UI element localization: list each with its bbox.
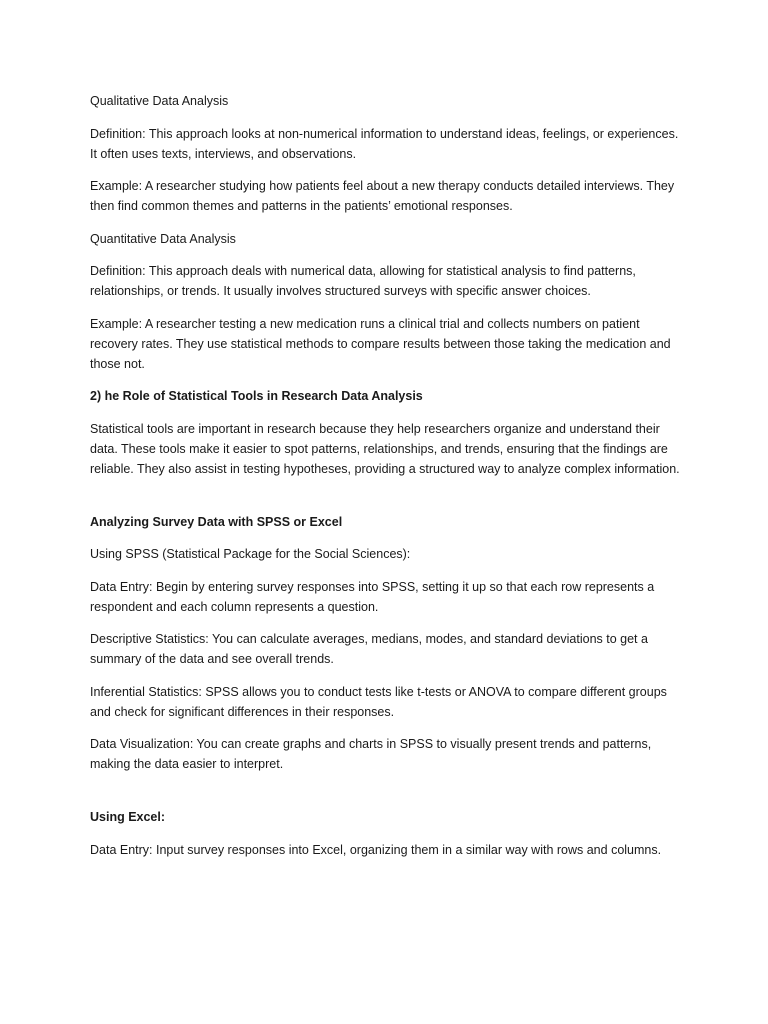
excel-heading: Using Excel: bbox=[90, 810, 166, 824]
spss-descriptive-statistics: Descriptive Statistics: You can calculate averages, medians, modes, and standard deviations to get a summary of the data and see overall trends. bbox=[90, 632, 648, 666]
survey-analysis-heading: Analyzing Survey Data with SPSS or Excel bbox=[90, 514, 343, 529]
statistical-tools-paragraph: Statistical tools are important in research because they help researchers organize and understand their data. These tools make it easier to spot patterns, relationships, and trends, ensuring that the findings are reliable. They also assist in testing hypotheses, providing a structured way to analyze complex information. bbox=[90, 421, 680, 476]
qualitative-example: Example: A researcher studying how patients feel about a new therapy conducts detailed interviews. They then find common themes and patterns in the patients’ emotional responses. bbox=[90, 179, 675, 213]
spss-inferential-statistics: Inferential Statistics: SPSS allows you to conduct tests like t-tests or ANOVA to compare different groups and check for significant differences in their responses. bbox=[90, 684, 667, 719]
excel-data-entry: Data Entry: Input survey responses into Excel, organizing them in a similar way with rows and columns. bbox=[90, 842, 662, 857]
qualitative-heading: Qualitative Data Analysis bbox=[90, 94, 229, 108]
quantitative-example: Example: A researcher testing a new medication runs a clinical trial and collects numbers on patient recovery rates. They use statistical methods to compare results between those taking the medication and those not. bbox=[90, 316, 671, 371]
document-body bbox=[90, 91, 682, 872]
quantitative-definition: Definition: This approach deals with numerical data, allowing for statistical analysis to find patterns, relationships, or trends. It usually involves structured surveys with specific answer choices. bbox=[90, 264, 636, 298]
spss-intro: Using SPSS (Statistical Package for the Social Sciences): bbox=[90, 547, 411, 561]
statistical-tools-heading: 2) he Role of Statistical Tools in Research Data Analysis bbox=[90, 389, 423, 403]
quantitative-heading: Quantitative Data Analysis bbox=[90, 231, 236, 246]
qualitative-definition: Definition: This approach looks at non-numerical information to understand ideas, feelings, or experiences. It often uses texts, interviews, and observations. bbox=[90, 126, 679, 161]
spss-data-entry: Data Entry: Begin by entering survey responses into SPSS, setting it up so that each row represents a respondent and each column represents a question. bbox=[90, 579, 655, 614]
spss-data-visualization: Data Visualization: You can create graphs and charts in SPSS to visually present trends and patterns, making the data easier to interpret. bbox=[90, 737, 652, 771]
